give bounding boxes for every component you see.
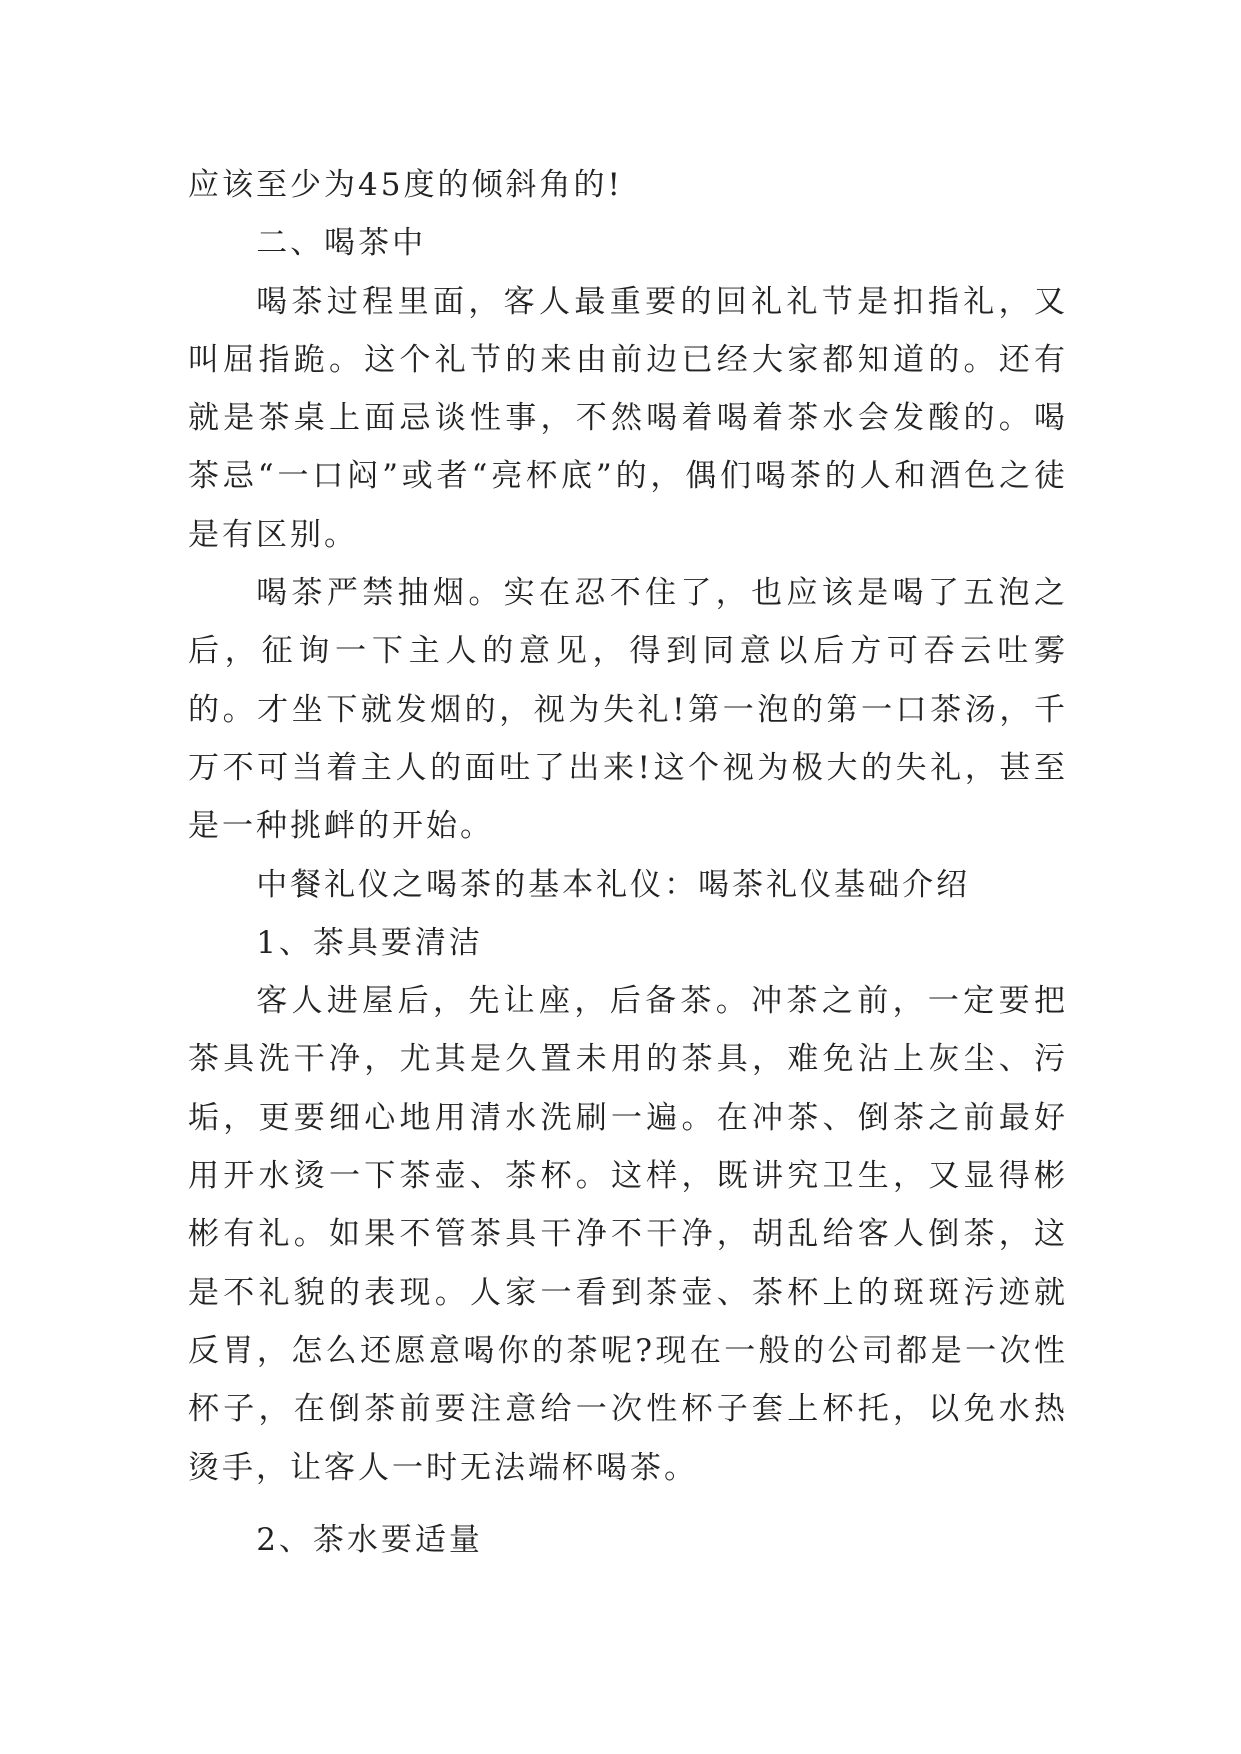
document-body [188, 156, 1068, 1569]
paragraph: 应该至少为45度的倾斜角的! [188, 167, 623, 203]
section-heading: 中餐礼仪之喝茶的基本礼仪：喝茶礼仪基础介绍 [256, 866, 971, 903]
paragraph: 喝茶严禁抽烟。实在忍不住了，也应该是喝了五泡之后，征询一下主人的意见，得到同意以后方可吞云吐雾的。才坐下就发烟的，视为失礼!第一泡的第一口茶汤，千万不可当着主人的面吐了出来!这个视为极大的失礼，甚至是一种挑衅的开始。 [188, 575, 1068, 845]
section-heading: 二、喝茶中 [256, 225, 427, 262]
subsection-heading: 1、茶具要清洁 [256, 924, 483, 961]
paragraph: 客人进屋后，先让座，后备茶。冲茶之前，一定要把茶具洗干净，尤其是久置未用的茶具，难免沾上灰尘、污垢，更要细心地用清水洗刷一遍。在冲茶、倒茶之前最好用开水烫一下茶壶、茶杯。这样，既讲究卫生，又显得彬彬有礼。如果不管茶具干净不干净，胡乱给客人倒茶，这是不礼貌的表现。人家一看到茶壶、茶杯上的斑斑污迹就反胃，怎么还愿意喝你的茶呢?现在一般的公司都是一次性杯子，在倒茶前要注意给一次性杯子套上杯托，以免水热烫手，让客人一时无法端杯喝茶。 [188, 983, 1068, 1486]
subsection-heading: 2、茶水要适量 [256, 1521, 483, 1558]
paragraph: 喝茶过程里面，客人最重要的回礼礼节是扣指礼，又叫屈指跪。这个礼节的来由前边已经大家都知道的。还有就是茶桌上面忌谈性事，不然喝着喝着茶水会发酸的。喝茶忌“一口闷”或者“亮杯底”的，偶们喝茶的人和酒色之徒是有区别。 [188, 283, 1068, 553]
